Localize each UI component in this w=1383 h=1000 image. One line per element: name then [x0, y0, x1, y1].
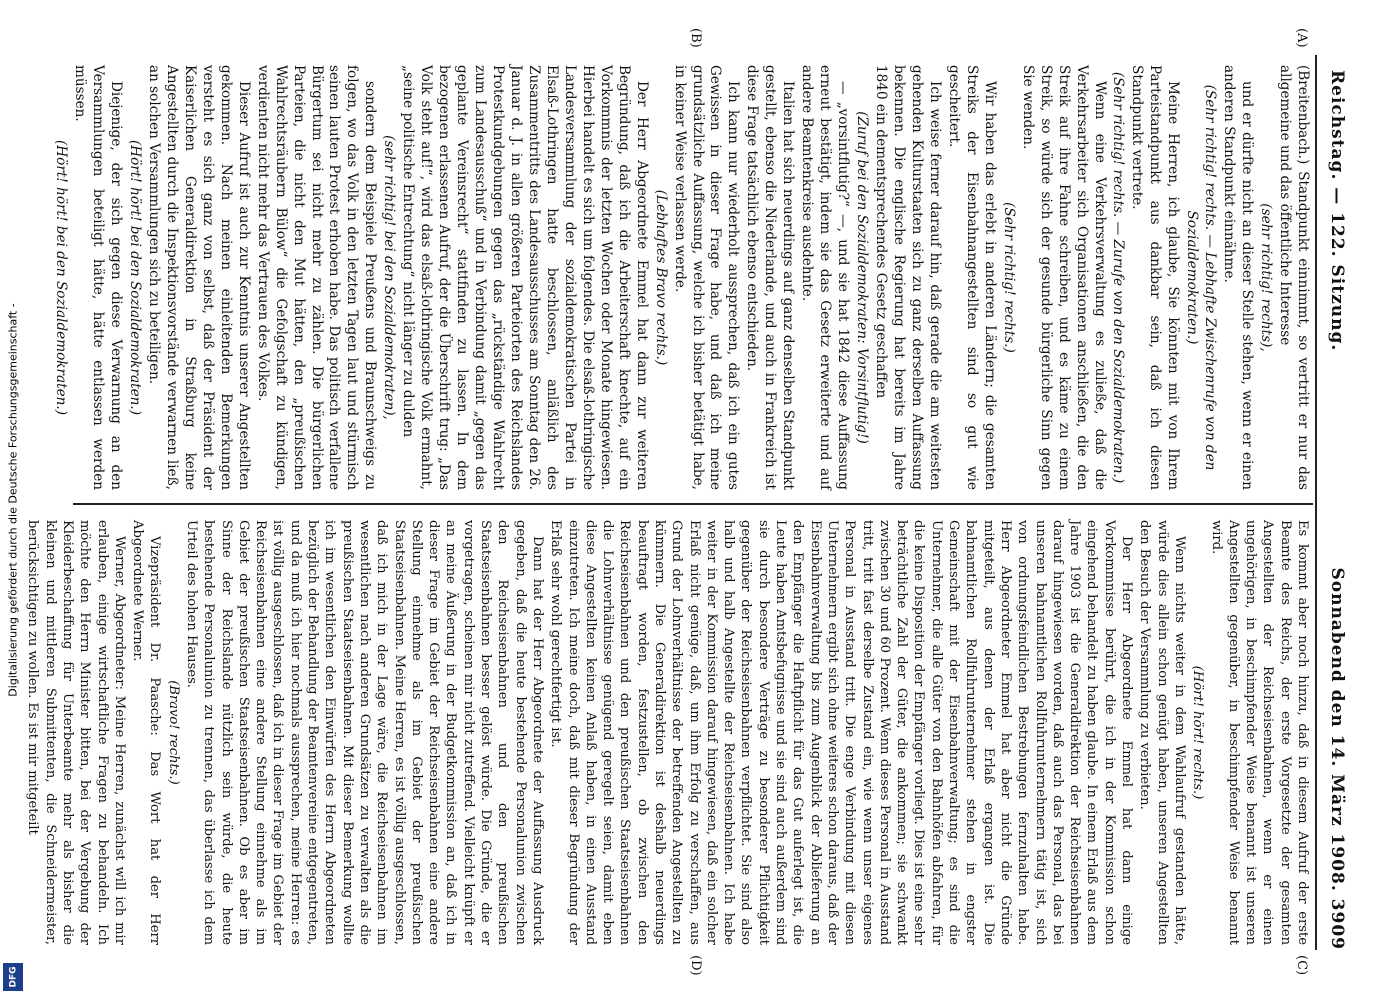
- column-rule: [73, 503, 1313, 505]
- left-column-paragraph: (Sehr richtig! rechts. — Lebhafte Zwischenrufe von den Sozialdemokraten.): [1184, 84, 1219, 471]
- header-left: Reichstag. — 122. Sitzung.: [1327, 70, 1347, 352]
- left-column-paragraph: Italien hat sich neuerdings auf ganz denselben Standpunkt gestellt, ebenso die Niederlande, und auch in Frankreich ist diese Frage tatsächlich ebenso entschieden.: [744, 65, 797, 490]
- left-column-paragraph: (Sehr richtig! rechts.): [1000, 202, 1017, 353]
- right-column-paragraph: (Bravo! rechts.): [165, 680, 181, 785]
- left-column-paragraph: (Zuruf bei den Sozialdemokraten: Vorsintflutig!): [854, 111, 871, 444]
- left-column-paragraph: (Hört! hört! bei den Sozialdemokraten.): [53, 139, 70, 415]
- left-column-paragraph: Ich kann nur wiederholt aussprechen, daß ich ein gutes Gewissen in dieser Frage habe, und daß ich meine grundsätzliche Auffassung, welche ich bisher betätigt habe, in keiner Weise verlassen werde.: [671, 65, 742, 490]
- left-column-paragraph: Meine Herren, ich glaube, Sie könnten mit von Ihrem Parteistandpunkt aus dankbar sein, daß ich diesen Standpunkt vertrete.: [1129, 65, 1182, 490]
- right-column-paragraph: Wenn nichts weiter in dem Wahlaufruf gestanden hätte, würde dies allein schon genügt haben, unseren Angestellten den Besuch der Versammlung zu verbieten.: [1137, 520, 1187, 945]
- right-column-paragraph: (Hört! hört! rechts.): [1190, 665, 1206, 800]
- left-column: [50, 65, 1311, 490]
- left-column-paragraph: Ich weise ferner darauf hin, daß gerade die am weitesten gehenden Kulturstaaten sich zu ganz derselben Auffassung bekennen. Die englische Regierung hat bereits im Jahre 1840 ein dementsprechendes Gesetz geschaffen: [873, 65, 943, 490]
- left-column-paragraph: (sehr richtig! bei den Sozialdemokraten),: [381, 135, 398, 420]
- margin-mark-a: (A): [1294, 28, 1309, 48]
- left-column-paragraph: (Lebhaftes Bravo rechts.): [652, 189, 669, 366]
- right-column-paragraph: Es kommt aber noch hinzu, daß in diesem Aufruf der erste Beamte des Reichs, der erste Vorgesetzte der gesamten Angestellten der Reichseisenbahnen, wenn er einen ungehörigen, in beschimpfender Weise benannt ist unseren Angestellten gegenüber, in beschimpfender Weise benannt wird.: [1208, 520, 1310, 945]
- right-column-paragraph: Der Herr Abgeordnete Emmel hat dann einige Vorkommnisse berührt, die ich in der Kommission schon eingehend behandelt zu haben glaube. In einem Erlaß aus dem Jahre 1903 ist die Generaldirektion der Reichseisenbahnen darauf hingewiesen worden, daß auch das Personal, das bei unseren bahnamtlichen Rollfuhrunternehmern tätig ist, sich von ordnungsfeindlichen Bestrebungen fernzuhalten habe. Herr Abgeordneter Emmel hat aber nicht die Gründe mitgeteilt, aus denen der Erlaß ergangen ist. Die bahnamtlichen Rollfuhrunternehmer stehen in engster Gemeinschaft mit der Eisenbahnverwaltung; es sind die Unternehmer, die alle Güter von den Bahnhöfen abfahren, für die keine Disposition der Empfänger vorliegt. Dies ist eine sehr beträchtliche Zahl der Güter, die ankommen; sie schwankt zwischen 30 und 60 Prozent. Wenn dieses Personal in Ausstand tritt, tritt fast derselbe Zustand ein, wie wenn unser eigenes Personal in Ausstand tritt. Die enge Verbindung mit diesen Unternehmern ergibt sich ohne weiteres schon daraus, daß der Eisenbahnverwaltung bis zum Augenblick der Ablieferung an den Empfänger die Haftpflicht für das Gut auferlegt ist, die Leute haben Amtsbefugnisse und sie sind auch außerdem sind sie durch besondere Verträge zu besonderer Pflichtigkeit gegenüber der Reichseisenbahnen verpflichtet. Sie sind also halb und halb Angestellte der Reichseisenbahnen. Ich habe weiter in der Kommission darauf hingewiesen, daß ein solcher Erlaß nicht genüge, daß, um ihm Erfolg zu verschaffen, aus Grund der Lohnverhältnisse der betreffenden Angestellten zu kümmern. Die Generaldirektion ist deshalb neuerdings beauftragt worden, festzustellen, ob zwischen den Reichseisenbahnen und den preußischen Staatseisenbahnen die Lohnverhältnisse genügend geregelt seien, damit eben diese Angestellten keinen Anlaß haben, in einen Ausstand einzutreten. Ich meine doch, daß mit dieser Begründung der Erlaß sehr wohl gerechtfertigt ist.: [548, 520, 1135, 945]
- left-column-paragraph: sondern dem Beispiele Preußens und Braunschweigs zu folgen, wo das Volk in den letzten Tagen laut und stürmisch seinen lauten Protest erhoben habe. Das politisch verfallene Bürgertum sei nicht mehr zu zählen. Die bürgerlichen Parteien, die nicht den Mut hätten, den „preußischen Wahlrechtsräubern Bülow“ die Gefolgschaft zu kündigen, verdienten nicht mehr das Vertrauen des Volkes.: [254, 65, 379, 490]
- margin-mark-d: (D): [688, 955, 703, 976]
- left-column-paragraph: (Hört! hört! bei den Sozialdemokraten.): [127, 139, 143, 415]
- right-column-paragraph: Werner, Abgeordneter: Meine Herren, zunächst will ich mir erlauben, einige wirtschaftliche Fragen zu behandeln. Ich möchte den Herrn Minister bitten, bei der Vergebung der Kleiderbeschaffung für Unterbeamte mehr als bisher die kleinen und mittleren Submittenten, die Schneidermeister, berücksichtigen zu wollen. Es ist mir mitgeteilt: [25, 520, 127, 945]
- header-right: Sonnabend den 14. März 1908. 3909: [1327, 567, 1347, 950]
- left-column-paragraph: Wenn eine Verkehrsverwaltung es zuließe, daß die Verkehrsarbeiter sich Organisationen anschließen, die den Streik auf ihre Fahne schreiben, und es käme zu einem Streik, so würde sich der gesunde bürgerliche Sinn gegen Sie wenden.: [1019, 65, 1108, 490]
- right-column-paragraph: Dann hat der Herr Abgeordnete der Auffassung Ausdruck gegeben, daß die heute bestehende Personalunion zwischen den Reichseisenbahnen und den preußischen Staatseisenbahnen besser gelöst würde. Die Gründe, die er vorgetragen, scheinen mir nicht zutreffend. Vielleicht knüpft er an meine Äußerung in der Budgetkommission an, daß ich in dieser Frage im Gebiet der Reichseisenbahnen eine andere Stellung einnehme als im Gebiet der preußischen Staatseisenbahnen. Meine Herren, es ist völlig ausgeschlossen, daß ich mich in der Lage wäre, die Reichseisenbahnen im wesentlichen nach anderen Grundsätzen zu verwalten als die preußischen Staatseisenbahnen. Mit dieser Bemerkung wollte ich im wesentlichen den Einwürfen des Herrn Abgeordneten bezüglich der Behandlung der Beamtenvereine entgegentreten, und da muß ich hier nochmals aussprechen, meine Herren: es ist völlig ausgeschlossen, daß ich in dieser Frage im Gebiet der Reichseisenbahnen eine andere Stellung einnehme als im Gebiet der preußischen Staatseisenbahnen. Ob es aber im Sinne der Reichslande nützlich sein würde, die heute bestehende Personalunion zu trennen, das überlasse ich dem Urteil des hohen Hauses.: [184, 520, 545, 946]
- credit-text: Digitalisierung gefördert durch die Deutsche Forschungsgemeinschaft -: [6, 303, 20, 697]
- margin-mark-c: (C): [1294, 955, 1309, 976]
- left-column-paragraph: (Breitenbach.) Standpunkt einnimmt, so vertritt er nur das allgemeine und das öffentliche Interesse: [1277, 65, 1311, 490]
- right-column: [23, 520, 1311, 945]
- dfg-logo-text: DFG: [8, 966, 19, 988]
- left-column-paragraph: Diejenige, der sich gegen diese Verwarnung an den Versammlungen beteiligt hätte, hätte entlassen werden müssen.: [72, 65, 125, 490]
- dfg-logo: [3, 963, 23, 991]
- left-column-paragraph: — „vorsintflutig?“ —, und sie hat 1842 diese Auffassung erneut bestätigt, indem sie das Gesetz erweiterte und auf andere Beamtenkreise ausdehnte.: [799, 65, 852, 490]
- left-column-paragraph: Dieser Aufruf ist auch zur Kenntnis unserer Angestellten gekommen. Nach meinen einleitenden Bemerkungen versteht es sich ganz von selbst, daß der Präsident der Kaiserlichen Generaldirektion in Straßburg keine Angestellten durch die Inspektionsvorstände verwarnen ließ, an solchen Versammlungen sich zu beteiligen.: [145, 65, 252, 490]
- header-rule: [1315, 55, 1317, 950]
- left-column-paragraph: (Sehr richtig! rechts. — Zurufe von den Sozialdemokraten.): [1110, 71, 1127, 484]
- digitization-credit: [0, 0, 26, 1000]
- margin-mark-b: (B): [688, 28, 703, 48]
- left-column-paragraph: Der Herr Abgeordnete Emmel hat dann zur weiteren Begründung, daß ich die Arbeiterschaft knechte, auf ein Vorkommnis der letzten Wochen oder Monate hingewiesen. Hierbei handelt es sich um folgendes. Die elsaß-lothringische Landesversammlung der sozialdemokratischen Partei in Elsaß-Lothringen hatte beschlossen, anläßlich des Zusammentritts des Landesausschusses am Sonntag den 26. Januar d. J. in allen größeren Parteiorten des Reichslandes Protestkundgebungen gegen das „rückständige Wahlrecht zum Landesausschuß“ und in Verbindung damit „gegen das geplante Vereinsrecht“ stattfinden zu lassen. In dem bezogenen erlassenen Aufruf, der die Überschrift trug: „Das Volk steht auf!“, wird das elsaß-lothringische Volk ermahnt, „seine politische Entrechtung“ nicht länger zu dulden: [400, 65, 650, 490]
- left-column-paragraph: (sehr richtig! rechts),: [1258, 203, 1275, 352]
- right-column-paragraph: Vizepräsident Dr. Paasche: Das Wort hat der Herr Abgeordnete Werner.: [130, 520, 163, 945]
- left-column-paragraph: und er dürfte nicht an dieser Stelle stehen, wenn er einen anderen Standpunkt einnähme.: [1221, 65, 1256, 490]
- left-column-paragraph: Wir haben das erlebt in anderen Ländern; die gesamten Streiks der Eisenbahnangestellten sind so gut wie gescheitert.: [945, 65, 998, 490]
